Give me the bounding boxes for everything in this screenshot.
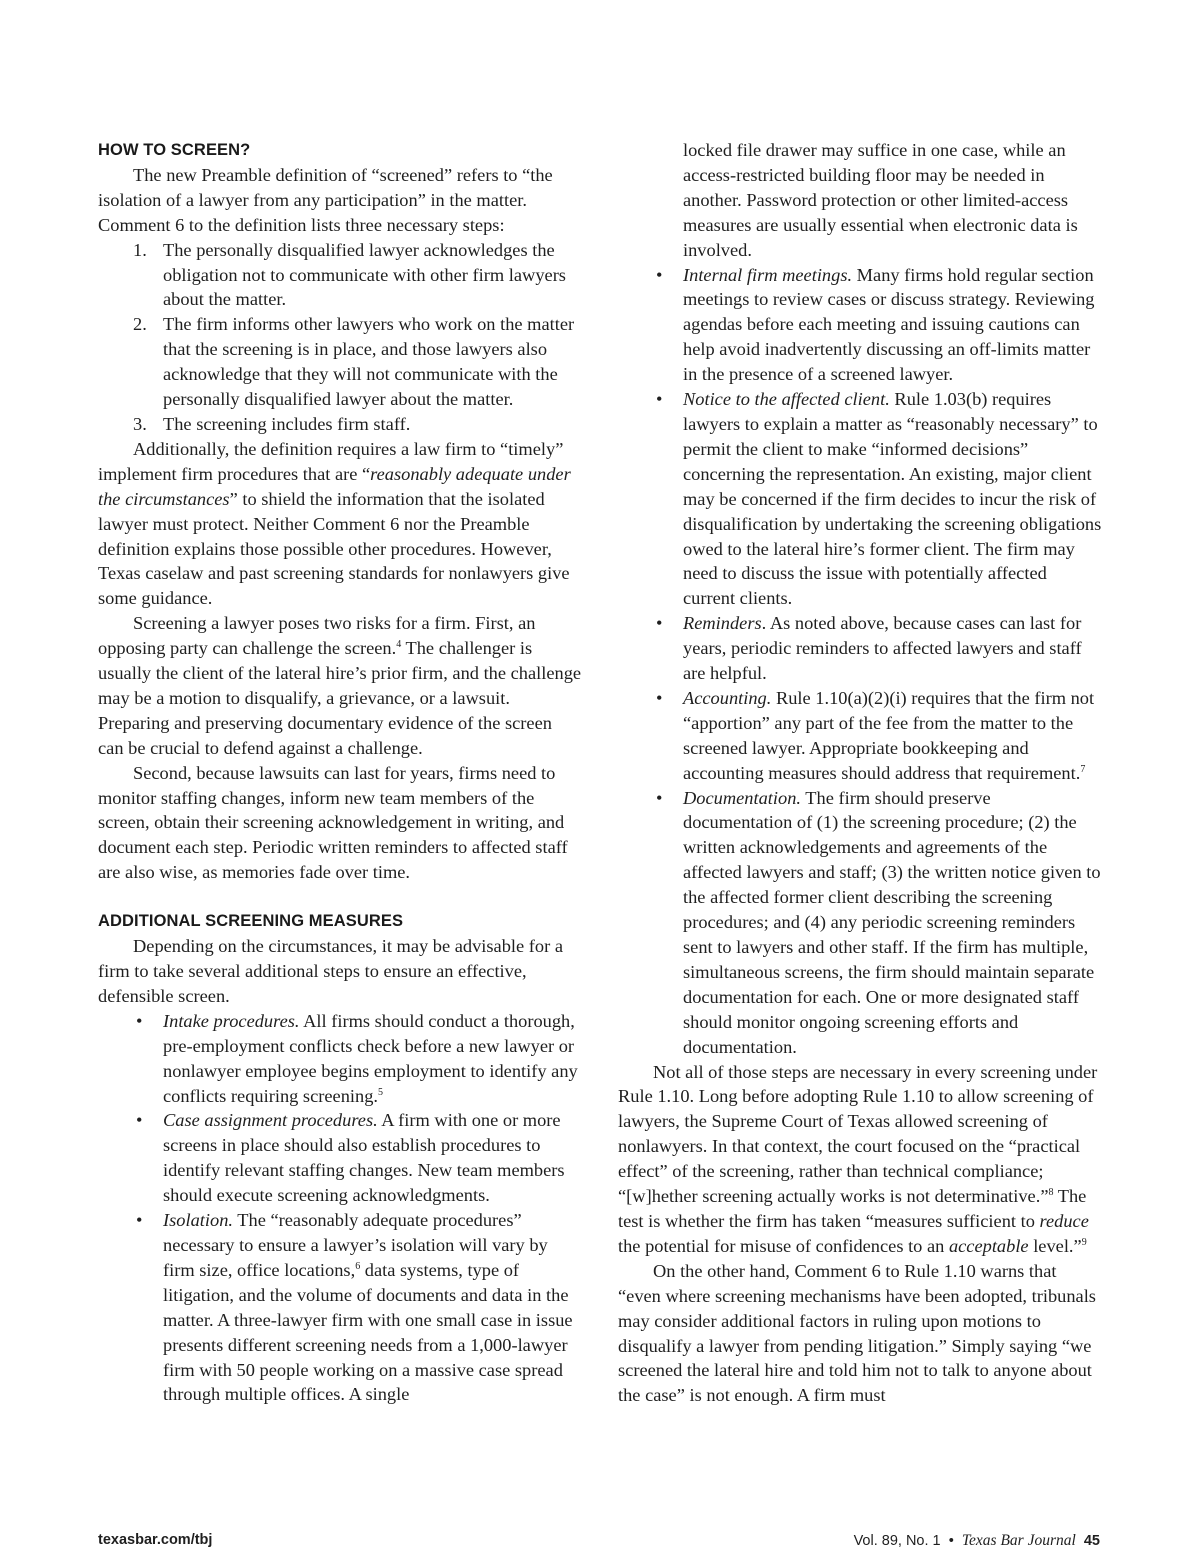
italic-run: Documentation. [683,787,801,808]
footnote-ref: 6 [355,1260,361,1272]
list-item [98,1108,582,1208]
paragraph [618,1060,1102,1259]
list-number: 2. [133,314,147,335]
bullet-list [98,1009,582,1408]
bullet-icon: • [136,1110,143,1131]
footnote-ref: 5 [378,1086,383,1098]
list-item [98,412,582,437]
list-item [618,686,1102,786]
footer-website-link[interactable]: texasbar.com/tbj [98,1532,213,1548]
bullet-icon: • [136,1010,143,1031]
italic-run: acceptable [948,1235,1029,1256]
bullet-icon: • [656,389,663,410]
italic-run: Intake procedures. [163,1010,300,1031]
text-run: Rule 1.03(b) requires lawyers to explain a matter as “reasonably necessary” to permit the client to make “informed decisions” concerning the representation. An existing, major client may be concerned if the firm decides to incur the risk of disqualification by undertaking the screening obligations owed to the lateral hire’s former client. The firm may need to discuss the issue with potentially affected current clients. [683,389,1102,609]
text-run: . As noted above, because cases can last for years, periodic reminders to affected lawyers and staff are helpful. [683,613,1082,684]
list-item [618,387,1102,611]
text-run: ” to shield the information that the isolated lawyer must protect. Neither Comment 6 nor the Preamble definition explains those possible other procedures. However, Texas caselaw and past screening standards for nonlawyers give some guidance. [98,488,570,609]
page-footer [98,1532,1100,1556]
text-run: Additionally, the definition requires a law firm to “timely” implement firm procedures that are “ [98,438,564,484]
italic-run: Isolation. [163,1210,233,1231]
bullet-list [618,138,1102,1060]
text-run: Rule 1.10(a)(2)(i) requires that the firm not “apportion” any part of the fee from the matter to the screened lawyer. Appropriate bookkeeping and accounting measures should address that requirement. [683,687,1095,783]
bullet-icon: • [656,787,663,808]
footnote-ref: 9 [1081,1236,1087,1248]
footnote-ref: 7 [1080,763,1086,775]
spacer [98,885,582,909]
list-item-text: The screening includes firm staff. [163,413,411,434]
list-item-text: The firm informs other lawyers who work on the matter that the screening is in place, and those lawyers also acknowledge that they will not communicate with the personally disqualified lawyer about the matter. [163,314,575,410]
italic-run: Notice to the affected client. [683,389,890,410]
page-number: 45 [1083,1533,1100,1549]
italic-run: Accounting. [683,687,772,708]
italic-run: Internal firm meetings. [683,264,853,285]
volume-issue: Vol. 89, No. 1 [853,1533,941,1549]
section-heading-how-to-screen: HOW TO SCREEN? [98,141,251,159]
text-run: Many firms hold regular section meetings to review cases or discuss strategy. Reviewing agendas before each meeting and issuing cautions can help avoid inadvertently discussing an off-limits matter in the presence of a screened lawyer. [683,264,1095,385]
text-run: All firms should conduct a thorough, pre-employment conflicts check before a new lawyer or nonlawyer employee begins employment to identify any conflicts requiring screening. [163,1010,578,1106]
bullet-icon: • [656,613,663,634]
italic-run: Case assignment procedures. [163,1110,378,1131]
bullet-separator: • [948,1533,954,1549]
text-run: data systems, type of litigation, and the volume of documents and data in the matter. A three-lawyer firm with one small case in issue presents different screening needs from a 1,000-lawyer firm with 50 people working on a massive case spread through multiple offices. A single [163,1259,573,1405]
section-heading-additional-measures: ADDITIONAL SCREENING MEASURES [98,912,404,931]
text-run: The firm should preserve documentation of (1) the screening procedure; (2) the written acknowledgements and agreements of the affected lawyers and staff; (3) the written notice given to the affected former client describing the screening procedures; and (4) any periodic screening reminders sent to lawyers and other staff. If the firm has multiple, simultaneous screens, the firm should maintain separate documentation for each. One or more designated staff should monitor ongoing screening efforts and documentation. [683,787,1101,1057]
left-column [98,138,582,1407]
text-run: Not all of those steps are necessary in every screening under Rule 1.10. Long before adopting Rule 1.10 to allow screening of lawyers, the Supreme Court of Texas allowed screening of nonlawyers. In that context, the court focused on the “practical effect” of the screening, rather than technical compliance; “[w]hether screening actually works is not determinative.” [618,1061,1098,1207]
list-number: 3. [133,413,147,434]
list-item [98,1208,582,1407]
paragraph: The new Preamble definition of “screened” refers to “the isolation of a lawyer from any participation” in the matter. Comment 6 to the definition lists three necessary steps: [98,164,553,235]
italic-run: reasonably adequate under the circumstances [98,463,571,509]
list-item [618,263,1102,388]
footer-issue-info [854,1532,1100,1550]
numbered-list [98,238,582,437]
bullet-icon: • [656,687,663,708]
bullet-icon: • [656,264,663,285]
list-item [98,238,582,313]
footnote-ref: 4 [396,639,402,651]
paragraph: Depending on the circumstances, it may be advisable for a firm to take several additional steps to ensure an effective, defensible screen. [98,936,563,1006]
text-run: The test is whether the firm has taken “measures sufficient to [618,1186,1087,1231]
text-run: Screening a lawyer poses two risks for a firm. First, an opposing party can challenge the screen. [98,613,536,659]
list-item-text: The personally disqualified lawyer acknowledges the obligation not to communicate with other firm lawyers about the matter. [163,239,566,310]
paragraph: Second, because lawsuits can last for years, firms need to monitor staffing changes, inform new team members of the screen, obtain their screening acknowledgement in writing, and document each step. Periodic written reminders to affected staff are also wise, as memories fade over time. [98,762,568,883]
text-run: level.” [1028,1235,1082,1256]
list-item [98,1009,582,1109]
italic-run: reduce [1039,1210,1089,1231]
text-run: the potential for misuse of confidences to an [618,1235,949,1256]
list-item [98,312,582,412]
journal-name: Texas Bar Journal [961,1532,1076,1549]
bullet-icon: • [136,1210,143,1231]
right-column [618,138,1102,1408]
list-item-continuation [618,138,1102,263]
italic-run: Reminders [683,613,762,634]
footnote-ref: 8 [1048,1187,1054,1199]
list-item [618,611,1102,686]
text-run: A firm with one or more screens in place should also establish procedures to identify relevant staffing changes. New team members should execute screening acknowledgments. [163,1110,565,1206]
text-run: locked file drawer may suffice in one case, while an access-restricted building floor may be needed in another. Password protection or other limited-access measures are usually essential when electronic data is involved. [683,140,1078,260]
list-item [618,786,1102,1060]
paragraph [98,437,582,611]
text-run: The challenger is usually the client of the lateral hire’s prior firm, and the challenge may be a motion to disqualify, a grievance, or a lawsuit. Preparing and preserving documentary evidence of the screen can be crucial to defend against a challenge. [98,638,582,758]
paragraph: On the other hand, Comment 6 to Rule 1.10 warns that “even where screening mechanisms have been adopted, tribunals may consider additional factors in ruling upon motions to disqualify a lawyer from pending litigation.” Simply saying “we screened the lateral hire and told him not to talk to anyone about the case” is not enough. A firm must [618,1260,1096,1406]
paragraph [98,611,582,760]
text-run: The “reasonably adequate procedures” necessary to ensure a lawyer’s isolation will vary by firm size, office locations, [163,1210,548,1280]
list-number: 1. [133,239,147,260]
